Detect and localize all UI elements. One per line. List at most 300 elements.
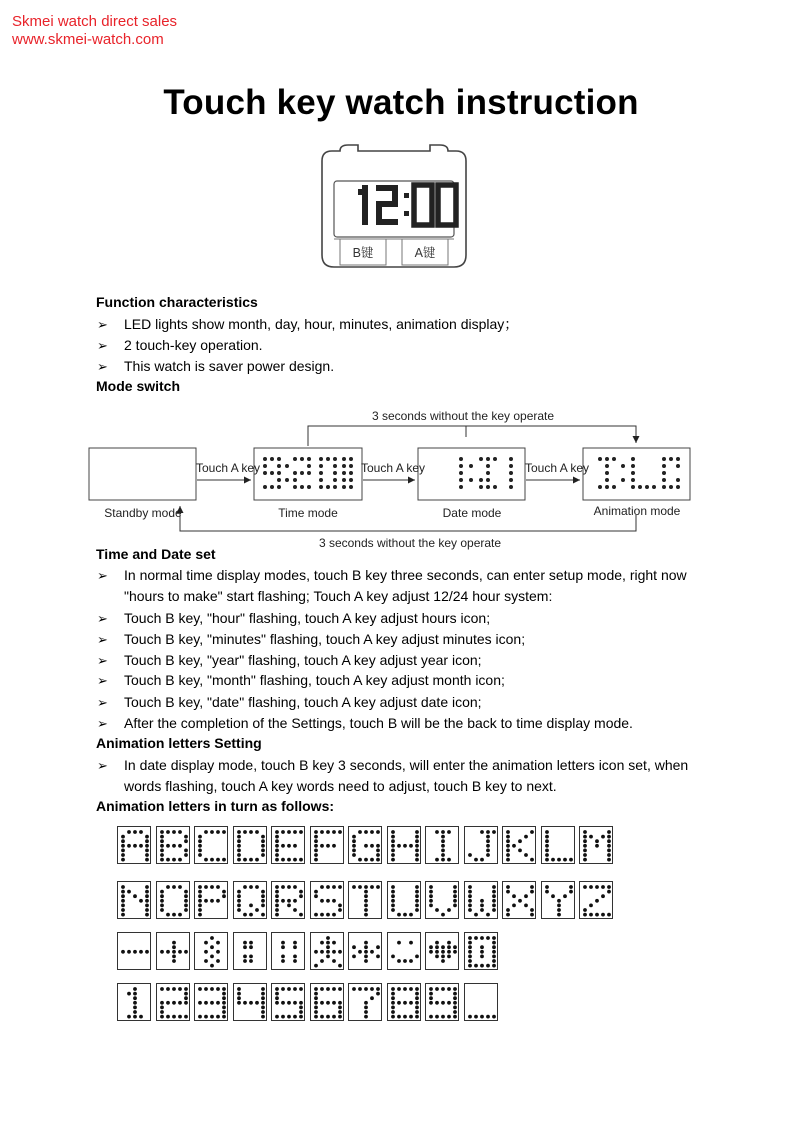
glyph-dot <box>486 913 490 917</box>
glyph-dot <box>409 913 413 917</box>
glyph-dot <box>172 913 176 917</box>
glyph-dot <box>314 894 318 898</box>
glyph-dots <box>195 933 229 971</box>
glyph-dot <box>299 858 303 862</box>
glyph-dot <box>314 853 318 857</box>
glyph-dot <box>468 964 472 968</box>
glyph-dot <box>121 839 125 843</box>
glyph-dots <box>118 882 152 920</box>
glyph-dot <box>583 908 587 912</box>
glyph-dot <box>391 992 395 996</box>
glyph-dot <box>261 853 265 857</box>
glyph-dot <box>518 839 522 843</box>
glyph-dots <box>426 882 460 920</box>
glyph-dot <box>198 890 202 894</box>
glyph-dot <box>332 899 336 903</box>
glyph-dot <box>314 950 318 954</box>
glyph-dot <box>607 858 611 862</box>
anim-item: ➢ In date display mode, touch B key 3 seconds, will enter the animation letters icon set, when words flashing, touch A key words need to adjust, touch B key to next. <box>97 757 689 794</box>
glyph-dot <box>391 890 395 894</box>
glyph-L <box>541 826 575 864</box>
glyph-dots <box>465 882 499 920</box>
glyph-N <box>117 881 151 919</box>
glyph-K <box>502 826 536 864</box>
glyph-dot <box>275 1015 279 1019</box>
glyph-dot <box>160 904 164 908</box>
glyph-dot <box>261 996 265 1000</box>
glyph-dot <box>320 913 324 917</box>
time-date-item: ➢ Touch B key, "hour" flashing, touch A key adjust hours icon; <box>97 608 717 629</box>
glyph-dot <box>145 899 149 903</box>
glyph-dot <box>338 1001 342 1005</box>
glyph-dot <box>524 904 528 908</box>
glyph-dot <box>468 945 472 949</box>
glyph-dot <box>243 885 247 889</box>
glyph-dot <box>293 858 297 862</box>
glyph-dot <box>376 987 380 991</box>
glyph-dots <box>157 984 191 1022</box>
glyph-dot <box>364 1015 368 1019</box>
glyph-dot <box>453 1010 457 1014</box>
glyph-dot <box>275 899 279 903</box>
glyph-dot <box>121 913 125 917</box>
glyph-dot <box>364 913 368 917</box>
glyph-dot <box>364 894 368 898</box>
glyph-dot <box>198 1001 202 1005</box>
glyph-dot <box>237 996 241 1000</box>
glyph-smile <box>387 932 421 970</box>
brand-url: www.skmei-watch.com <box>12 31 164 48</box>
bullet-arrow-icon: ➢ <box>97 716 108 731</box>
glyph-dot <box>326 941 330 945</box>
glyph-dot <box>249 955 253 959</box>
glyph-dots <box>426 984 460 1022</box>
glyph-dot <box>492 899 496 903</box>
glyph-dots <box>503 882 537 920</box>
glyph-dot <box>261 844 265 848</box>
glyph-dot <box>370 996 374 1000</box>
glyph-dot <box>480 830 484 834</box>
glyph-dot <box>204 1001 208 1005</box>
glyph-dot <box>293 987 297 991</box>
glyph-dot <box>216 941 220 945</box>
glyph-dot <box>326 844 330 848</box>
glyph-dot <box>222 1001 226 1005</box>
glyph-dot <box>397 1015 401 1019</box>
glyph-B <box>156 826 190 864</box>
glyph-E <box>271 826 305 864</box>
glyph-dot <box>352 839 356 843</box>
glyph-dot <box>237 858 241 862</box>
glyph-dot <box>492 945 496 949</box>
glyph-dot <box>397 844 401 848</box>
glyph-dots <box>580 882 614 920</box>
glyph-dot <box>145 913 149 917</box>
glyph-dot <box>492 1015 496 1019</box>
glyph-dot <box>506 835 510 839</box>
glyph-dot <box>326 885 330 889</box>
time-mode-label: Time mode <box>278 506 338 520</box>
glyph-dot <box>429 996 433 1000</box>
glyph-dot <box>237 899 241 903</box>
glyph-S <box>310 881 344 919</box>
glyph-dot <box>166 858 170 862</box>
glyph-dot <box>121 908 125 912</box>
glyph-dot <box>237 1001 241 1005</box>
glyph-dot <box>210 964 214 968</box>
glyph-dot <box>160 894 164 898</box>
glyph-dot <box>314 992 318 996</box>
glyph-dot <box>314 1010 318 1014</box>
glyph-dot <box>332 959 336 963</box>
glyph-dot <box>391 987 395 991</box>
glyph-dot <box>237 830 241 834</box>
glyph-dot <box>441 955 445 959</box>
glyph-dot <box>275 858 279 862</box>
glyph-dot <box>166 1015 170 1019</box>
glyph-dot <box>415 992 419 996</box>
glyph-dots <box>195 984 229 1022</box>
glyph-dot <box>441 839 445 843</box>
glyph-dot <box>474 964 478 968</box>
glyph-dot <box>145 950 149 954</box>
date-mode-box <box>418 448 525 500</box>
touch-a-label-2: Touch A key <box>361 461 426 475</box>
glyph-dot <box>376 885 380 889</box>
glyph-dot <box>127 830 131 834</box>
glyph-dot <box>261 899 265 903</box>
glyph-dot <box>506 853 510 857</box>
glyph-dots <box>118 933 152 971</box>
glyph-dot <box>314 1006 318 1010</box>
glyph-blank <box>464 983 498 1021</box>
glyph-F <box>310 826 344 864</box>
glyph-dot <box>370 950 374 954</box>
glyph-dot <box>204 830 208 834</box>
glyph-dots <box>503 827 537 865</box>
glyph-dot <box>589 885 593 889</box>
glyph-dot <box>172 885 176 889</box>
bullet-arrow-icon: ➢ <box>97 653 108 668</box>
function-item: ➢ LED lights show month, day, hour, minutes, animation display； <box>97 314 717 335</box>
standby-mode-box <box>89 448 196 500</box>
glyph-plus <box>156 932 190 970</box>
glyph-dot <box>391 849 395 853</box>
glyph-dots <box>311 984 345 1022</box>
glyph-dot <box>204 858 208 862</box>
glyph-dot <box>338 908 342 912</box>
glyph-dot <box>364 1010 368 1014</box>
glyph-J <box>464 826 498 864</box>
glyph-dot <box>198 908 202 912</box>
glyph-dot <box>545 849 549 853</box>
glyph-dot <box>364 830 368 834</box>
function-item: ➢ This watch is saver power design. <box>97 356 717 377</box>
glyph-dot <box>127 1015 131 1019</box>
glyph-dot <box>210 945 214 949</box>
glyph-dot <box>314 890 318 894</box>
glyph-dot <box>524 853 528 857</box>
glyph-dot <box>480 908 484 912</box>
glyph-dot <box>474 858 478 862</box>
glyph-dot <box>403 1015 407 1019</box>
glyph-dot <box>293 899 297 903</box>
glyph-I <box>425 826 459 864</box>
glyph-dot <box>210 858 214 862</box>
glyph-dot <box>415 996 419 1000</box>
glyph-dot <box>583 844 587 848</box>
glyph-dots <box>349 882 383 920</box>
glyph-dot <box>222 992 226 996</box>
glyph-dots <box>426 827 460 865</box>
glyph-dot <box>447 908 451 912</box>
glyph-dot <box>166 844 170 848</box>
glyph-dot <box>281 1001 285 1005</box>
glyph-dot <box>415 835 419 839</box>
glyph-dot <box>160 835 164 839</box>
glyph-dot <box>583 830 587 834</box>
glyph-dot <box>299 987 303 991</box>
glyph-dot <box>376 844 380 848</box>
glyph-dot <box>237 839 241 843</box>
glyph-dot <box>255 858 259 862</box>
glyph-dot <box>204 959 208 963</box>
bullet-arrow-icon: ➢ <box>97 359 108 374</box>
glyph-dot <box>204 941 208 945</box>
glyph-dot <box>222 830 226 834</box>
glyph-dot <box>512 904 516 908</box>
glyph-dot <box>429 894 433 898</box>
glyph-dots <box>157 933 191 971</box>
glyph-dot <box>364 904 368 908</box>
glyph-dot <box>447 950 451 954</box>
glyph-dot <box>480 955 484 959</box>
glyph-dot <box>601 894 605 898</box>
glyph-dot <box>391 858 395 862</box>
glyph-P <box>194 881 228 919</box>
glyph-dot <box>492 936 496 940</box>
glyph-dot <box>453 1006 457 1010</box>
glyph-dot <box>358 987 362 991</box>
glyph-dot <box>145 844 149 848</box>
glyph-dot <box>237 844 241 848</box>
glyph-dot <box>506 908 510 912</box>
glyph-dot <box>441 830 445 834</box>
glyph-dot <box>358 858 362 862</box>
glyph-dot <box>172 1015 176 1019</box>
glyph-dot <box>530 890 534 894</box>
glyph-dot <box>435 987 439 991</box>
glyph-O <box>156 881 190 919</box>
glyph-dot <box>299 1006 303 1010</box>
glyph-dot <box>139 950 143 954</box>
glyph-dot <box>261 890 265 894</box>
glyph-dot <box>391 844 395 848</box>
glyph-W <box>464 881 498 919</box>
glyph-dot <box>338 950 342 954</box>
glyph-dot <box>216 987 220 991</box>
glyph-dot <box>261 1001 265 1005</box>
glyph-5 <box>271 983 305 1021</box>
glyph-dot <box>160 890 164 894</box>
glyph-dot <box>184 894 188 898</box>
glyph-dot <box>486 830 490 834</box>
glyph-dot <box>261 1010 265 1014</box>
glyph-dots <box>272 827 306 865</box>
glyph-dot <box>583 849 587 853</box>
glyph-dot <box>184 1001 188 1005</box>
glyph-dot <box>583 885 587 889</box>
glyph-dot <box>453 894 457 898</box>
anim-heading: Animation letters Setting <box>96 735 262 751</box>
glyph-dot <box>415 885 419 889</box>
glyph-dot <box>352 849 356 853</box>
glyph-dot <box>409 987 413 991</box>
glyph-dot <box>314 849 318 853</box>
glyph-dot <box>435 1001 439 1005</box>
glyph-dot <box>595 844 599 848</box>
glyph-dot <box>441 950 445 954</box>
glyph-dot <box>569 858 573 862</box>
glyph-dot <box>198 904 202 908</box>
glyph-dot <box>364 1006 368 1010</box>
glyph-dot <box>403 913 407 917</box>
glyph-dot <box>447 1015 451 1019</box>
glyph-colon <box>233 932 267 970</box>
glyph-dot <box>506 849 510 853</box>
glyph-dot <box>545 839 549 843</box>
glyph-dot <box>415 890 419 894</box>
glyph-dot <box>397 941 401 945</box>
time-date-heading: Time and Date set <box>96 546 216 562</box>
glyph-dot <box>480 858 484 862</box>
glyph-dot <box>447 955 451 959</box>
glyph-dot <box>133 844 137 848</box>
glyph-dot <box>275 844 279 848</box>
glyph-dot <box>376 858 380 862</box>
glyph-dot <box>237 835 241 839</box>
glyph-dot <box>222 1010 226 1014</box>
glyph-dot <box>121 853 125 857</box>
glyph-dot <box>314 1001 318 1005</box>
glyph-dots <box>118 984 152 1022</box>
glyph-dot <box>275 849 279 853</box>
glyph-dot <box>441 959 445 963</box>
glyph-dot <box>275 894 279 898</box>
glyph-dot <box>166 885 170 889</box>
glyph-dot <box>133 987 137 991</box>
glyph-dot <box>287 899 291 903</box>
glyph-dot <box>506 913 510 917</box>
glyph-dot <box>415 858 419 862</box>
glyph-dot <box>415 908 419 912</box>
bullet-arrow-icon: ➢ <box>97 673 108 688</box>
glyph-dot <box>415 904 419 908</box>
glyph-dot <box>160 830 164 834</box>
glyph-dot <box>530 858 534 862</box>
glyph-box <box>464 932 498 970</box>
glyph-dot <box>468 959 472 963</box>
glyph-dot <box>595 913 599 917</box>
glyph-dot <box>198 844 202 848</box>
glyph-dot <box>222 987 226 991</box>
glyph-dot <box>364 885 368 889</box>
glyph-dot <box>314 839 318 843</box>
glyph-7 <box>348 983 382 1021</box>
glyph-dots <box>272 984 306 1022</box>
glyph-dot <box>184 950 188 954</box>
glyph-dot <box>198 849 202 853</box>
brand-block <box>12 13 177 49</box>
glyph-dot <box>391 899 395 903</box>
glyph-dot <box>492 830 496 834</box>
glyph-dot <box>332 1015 336 1019</box>
glyph-dot <box>468 936 472 940</box>
glyph-dot <box>391 1015 395 1019</box>
glyph-dot <box>453 992 457 996</box>
glyph-4 <box>233 983 267 1021</box>
glyph-dot <box>391 853 395 857</box>
glyph-dot <box>299 913 303 917</box>
glyph-dot <box>121 849 125 853</box>
glyph-dot <box>429 992 433 996</box>
glyph-dot <box>506 839 510 843</box>
glyph-dot <box>435 830 439 834</box>
glyph-dot <box>545 853 549 857</box>
glyph-dot <box>249 904 253 908</box>
glyph-dot <box>314 996 318 1000</box>
glyph-dot <box>243 1001 247 1005</box>
mode-diagram <box>88 402 698 552</box>
glyph-dot <box>524 835 528 839</box>
glyph-dot <box>370 844 374 848</box>
glyph-dot <box>145 849 149 853</box>
glyph-dot <box>198 839 202 843</box>
time-date-item: ➢ After the completion of the Settings, touch B will be the back to time display mode. <box>97 713 717 734</box>
glyph-dot <box>198 899 202 903</box>
glyph-dot <box>447 858 451 862</box>
glyph-dot <box>391 996 395 1000</box>
glyph-dot <box>545 830 549 834</box>
glyph-dot <box>160 1006 164 1010</box>
glyph-dot <box>583 858 587 862</box>
glyph-heart <box>425 932 459 970</box>
glyph-dot <box>429 950 433 954</box>
glyph-dot <box>486 853 490 857</box>
glyph-dot <box>133 1006 137 1010</box>
glyph-dot <box>480 899 484 903</box>
glyph-X <box>502 881 536 919</box>
glyph-dot <box>320 959 324 963</box>
glyph-dot <box>184 899 188 903</box>
glyph-dot <box>370 885 374 889</box>
glyph-dot <box>415 1001 419 1005</box>
glyph-dot <box>293 908 297 912</box>
glyph-dot <box>453 996 457 1000</box>
glyph-dots <box>349 933 383 971</box>
glyph-dots <box>465 933 499 971</box>
glyph-dot <box>320 1015 324 1019</box>
glyph-dot <box>453 899 457 903</box>
glyph-dot <box>480 945 484 949</box>
glyph-dot <box>415 894 419 898</box>
glyph-dot <box>293 945 297 949</box>
glyph-dot <box>583 853 587 857</box>
glyph-dot <box>145 890 149 894</box>
glyph-dot <box>281 1015 285 1019</box>
glyph-dot <box>391 835 395 839</box>
bullet-arrow-icon: ➢ <box>97 632 108 647</box>
